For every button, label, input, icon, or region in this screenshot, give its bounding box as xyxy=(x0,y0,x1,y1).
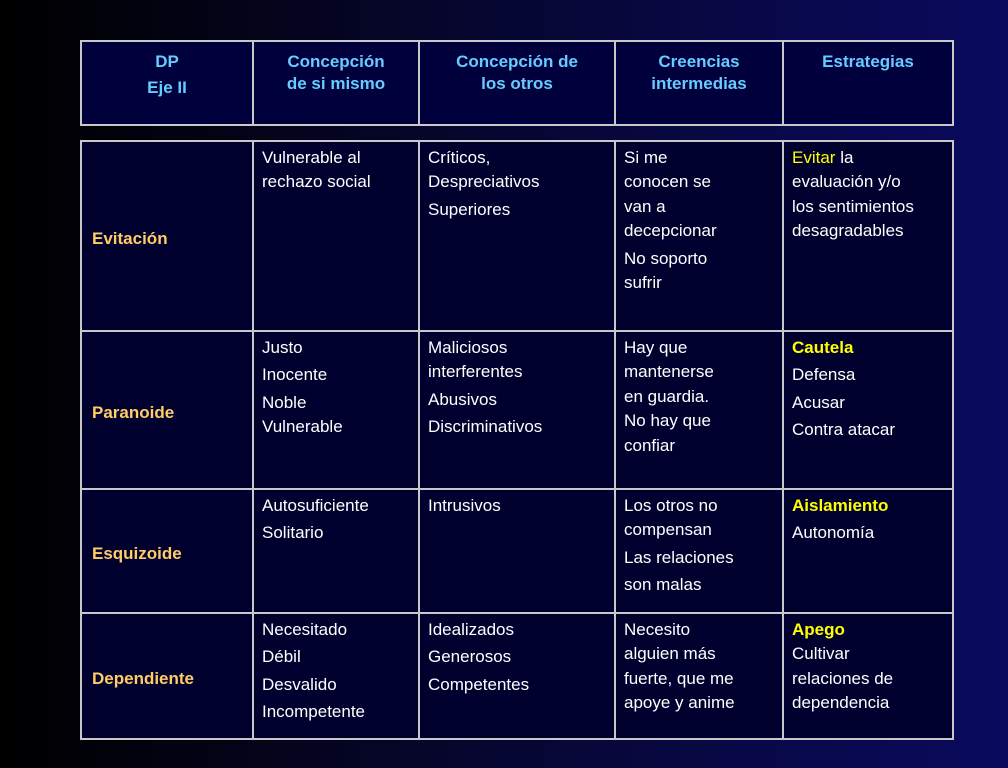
cell-text: van a xyxy=(624,196,666,216)
cell-text: Despreciativos xyxy=(428,172,540,192)
cell-text: Necesitado xyxy=(262,620,348,639)
cell-text: decepcionar xyxy=(624,221,717,241)
header-cell-others xyxy=(419,41,615,125)
strategy-key: Evitar xyxy=(792,148,836,167)
header-text: DP xyxy=(155,52,179,71)
others-concept-cell xyxy=(419,613,615,739)
cell-text: conocen se xyxy=(624,172,711,192)
strategy-cell xyxy=(783,489,953,613)
header-text: los otros xyxy=(481,74,553,94)
cell-text: apoye y anime xyxy=(624,693,735,713)
row-header: Evitación xyxy=(81,141,253,331)
others-concept-cell xyxy=(419,331,615,489)
cell-text: No soporto xyxy=(624,248,708,268)
cell-text: alguien más xyxy=(624,644,716,664)
cell-text: Contra atacar xyxy=(792,420,895,440)
cell-text: desagradables xyxy=(792,221,904,241)
cell-text: Las relaciones xyxy=(624,547,734,567)
cell-text: confiar xyxy=(624,435,676,455)
cell-text: Competentes xyxy=(428,674,530,694)
strategy-key: Aislamiento xyxy=(792,496,889,515)
cell-text: mantenerse xyxy=(624,362,714,382)
others-concept-cell xyxy=(419,489,615,613)
cell-text: Los otros no xyxy=(624,496,718,515)
cell-text: Incompetente xyxy=(262,702,366,722)
header-text: Eje II xyxy=(147,78,187,98)
header-cell-strategies xyxy=(783,41,953,125)
cell-text: en guardia. xyxy=(624,386,710,406)
cell-text: Defensa xyxy=(792,365,856,385)
cell-text: Si me xyxy=(624,148,668,167)
cell-text: Vulnerable al xyxy=(262,148,361,167)
strategy-cell xyxy=(783,331,953,489)
beliefs-cell xyxy=(615,489,783,613)
header-text: de si mismo xyxy=(286,74,386,94)
strategy-cell xyxy=(783,613,953,739)
cell-text: Hay que xyxy=(624,338,688,357)
cell-text: sufrir xyxy=(624,272,662,292)
header-cell-dp xyxy=(81,41,253,125)
beliefs-cell xyxy=(615,141,783,331)
others-concept-cell xyxy=(419,141,615,331)
cell-text: Abusivos xyxy=(428,389,497,409)
cell-text: la xyxy=(840,148,854,167)
row-header: Esquizoide xyxy=(81,489,253,613)
cell-text: Críticos, xyxy=(428,148,491,167)
cell-text: No hay que xyxy=(624,411,711,431)
self-concept-cell xyxy=(253,141,419,331)
cell-text: Vulnerable xyxy=(262,417,343,437)
strategy-key: Apego xyxy=(792,620,845,639)
cell-text: Cultivar xyxy=(792,644,850,664)
table-row xyxy=(81,141,953,331)
strategy-cell xyxy=(783,141,953,331)
row-header: Dependiente xyxy=(81,613,253,739)
table-row xyxy=(81,613,953,739)
cell-text: relaciones de xyxy=(792,668,894,688)
cell-text: Discriminativos xyxy=(428,417,543,437)
cell-text: Autosuficiente xyxy=(262,496,369,515)
header-row xyxy=(81,41,953,125)
header-text: Creencias xyxy=(658,52,740,71)
cell-text: compensan xyxy=(624,520,712,540)
cell-text: evaluación y/o xyxy=(792,172,901,192)
header-text: Concepción xyxy=(287,52,385,71)
cell-text: los sentimientos xyxy=(792,196,914,216)
cell-text: Desvalido xyxy=(262,674,337,694)
cell-text: Justo xyxy=(262,338,303,357)
cell-text: Idealizados xyxy=(428,620,515,639)
table-row xyxy=(81,331,953,489)
cell-text: Intrusivos xyxy=(428,496,501,515)
header-text: Estrategias xyxy=(822,52,914,71)
strategy-line xyxy=(792,148,946,168)
cell-text: Débil xyxy=(262,647,301,667)
self-concept-cell xyxy=(253,613,419,739)
self-concept-cell xyxy=(253,331,419,489)
cell-text: son malas xyxy=(624,575,702,595)
header-table xyxy=(80,40,954,126)
disorders-table xyxy=(80,140,954,740)
header-text: Concepción de xyxy=(456,52,578,71)
cell-text: Necesito xyxy=(624,620,691,639)
cell-text: dependencia xyxy=(792,693,890,713)
header-cell-beliefs xyxy=(615,41,783,125)
cell-text: interferentes xyxy=(428,362,523,382)
cell-text: rechazo social xyxy=(262,172,371,192)
cell-text: Noble xyxy=(262,392,307,412)
cell-text: Maliciosos xyxy=(428,338,508,357)
header-text: intermedias xyxy=(651,74,747,94)
strategy-key: Cautela xyxy=(792,338,854,357)
cell-text: Inocente xyxy=(262,365,328,385)
cell-text: Autonomía xyxy=(792,523,875,543)
cell-text: fuerte, que me xyxy=(624,668,734,688)
header-cell-self xyxy=(253,41,419,125)
cell-text: Generosos xyxy=(428,647,512,667)
beliefs-cell xyxy=(615,613,783,739)
self-concept-cell xyxy=(253,489,419,613)
row-header: Paranoide xyxy=(81,331,253,489)
cell-text: Solitario xyxy=(262,523,324,543)
cell-text: Acusar xyxy=(792,392,845,412)
table-row xyxy=(81,489,953,613)
cell-text: Superiores xyxy=(428,199,511,219)
beliefs-cell xyxy=(615,331,783,489)
